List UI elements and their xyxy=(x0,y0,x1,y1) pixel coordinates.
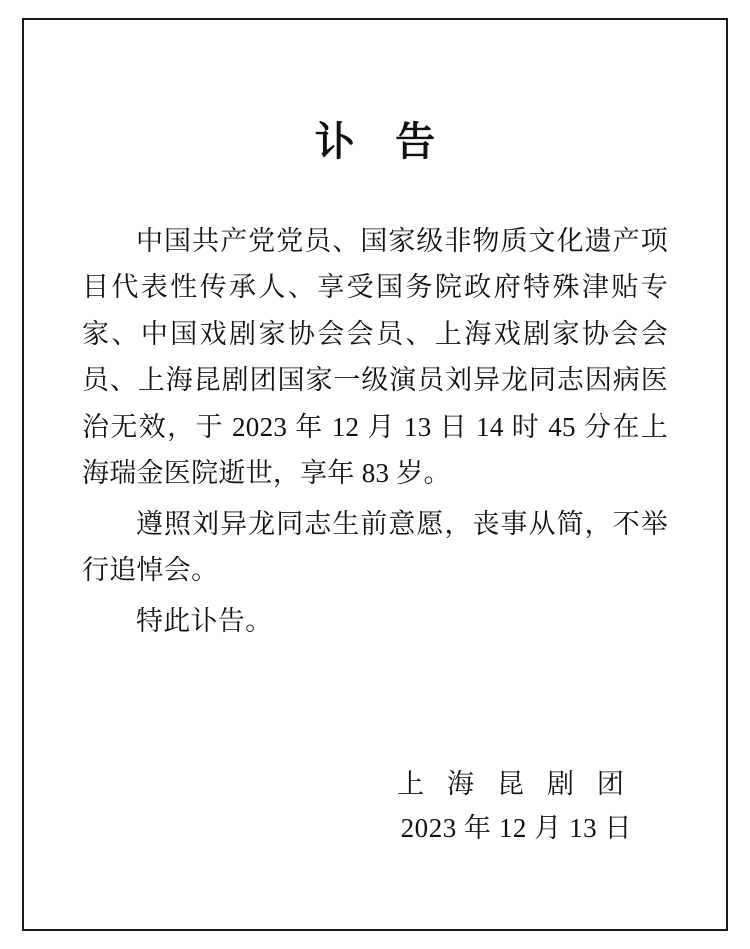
paragraph-1: 中国共产党党员、国家级非物质文化遗产项目代表性传承人、享受国务院政府特殊津贴专家、中国戏剧家协会会员、上海戏剧家协会会员、上海昆剧团国家一级演员刘异龙同志因病医治无效，于 2023 年 12 月 13 日 14 时 45 分在上海瑞金医院逝世，享年 83 岁。 xyxy=(82,226,668,489)
paragraph-2: 遵照刘异龙同志生前意愿，丧事从简，不举行追悼会。 xyxy=(82,508,668,586)
page-title: 讣 告 xyxy=(314,119,451,164)
document-content xyxy=(24,20,726,929)
paragraph-3: 特此讣告。 xyxy=(136,605,273,636)
signature-block xyxy=(82,762,668,851)
document-border-frame xyxy=(22,18,728,931)
document-body xyxy=(82,218,668,644)
signature-date: 2023 年 12 月 13 日 xyxy=(400,813,632,844)
signature-organization: 上 海 昆 剧 团 xyxy=(397,768,632,799)
